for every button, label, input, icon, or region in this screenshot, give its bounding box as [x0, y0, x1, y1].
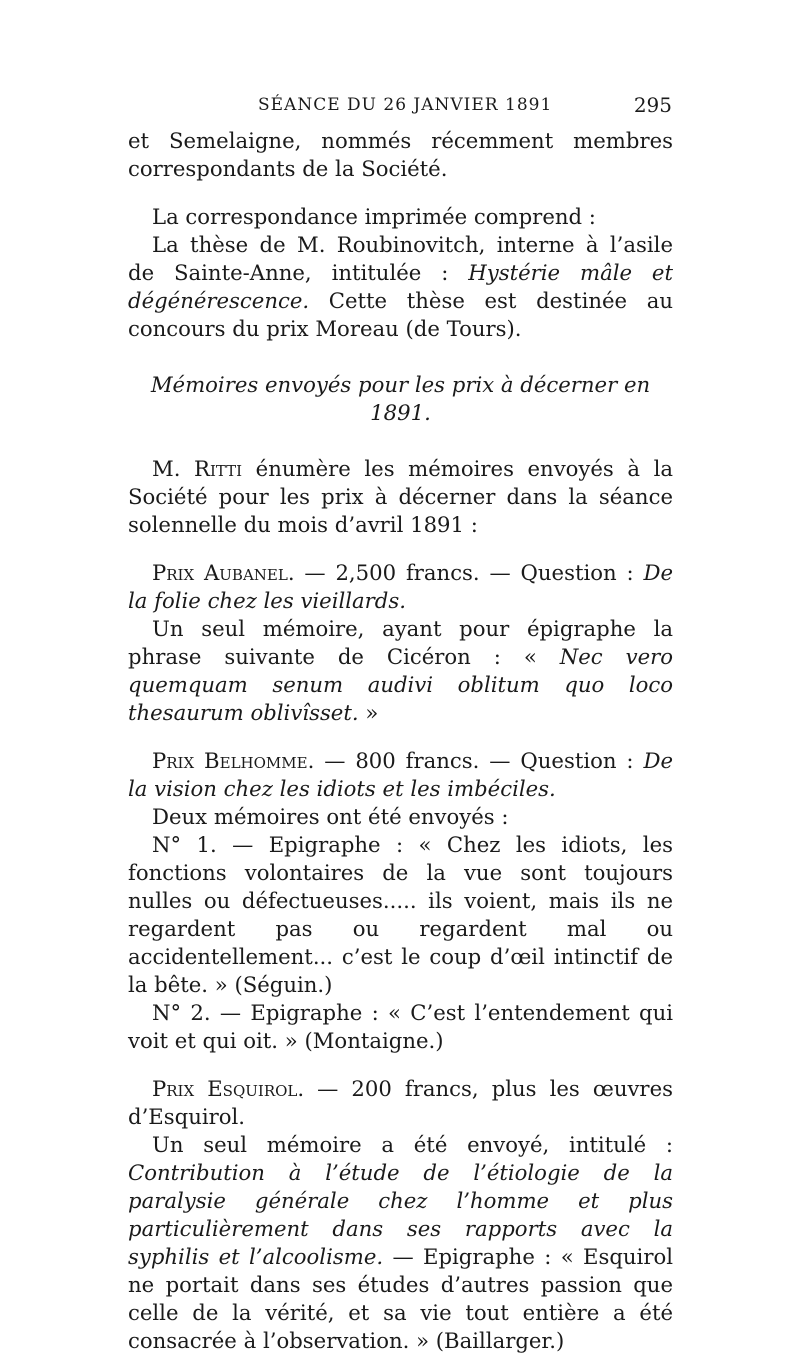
- thesis-text: La thèse de M. Roubinovitch, interne à l’asile de Sainte-Anne, intitulée :: [128, 232, 673, 285]
- paragraph-deux-memoires: Deux mémoires ont été envoyés :: [152, 804, 509, 829]
- paragraph-esquirol-memoire: [128, 1131, 673, 1355]
- ritti-text: M.: [152, 456, 195, 481]
- ciceron-quote: Nec vero quemquam senum audivi oblitum quo loco thesaurum oblivîsset.: [128, 644, 673, 725]
- esquirol-memoire-text-end: — Epigraphe : « Esquirol ne portait dans ses études d’autres passion que celle de la vérité, et sa vie tout entière a été consacrée à l’observation. » (Baillarger.): [128, 1244, 673, 1353]
- section-title-text: Mémoires envoyés pour les prix à décerner en 1891.: [150, 372, 651, 425]
- paragraph-members: et Semelaigne, nommés récemment membres correspondants de la Société.: [128, 128, 673, 181]
- ciceron-text: Un seul mémoire, ayant pour épigraphe la phrase suivante de Cicéron : «: [128, 616, 673, 669]
- paragraph-prix-aubanel: [128, 559, 673, 615]
- paragraph-prix-esquirol: [128, 1075, 673, 1131]
- prix-esquirol-label: Prix Esquirol.: [152, 1076, 305, 1101]
- ritti-text-end: énumère les mémoires envoyés à la Société pour les prix à décerner dans la séance solennelle du mois d’avril 1891 :: [128, 456, 673, 537]
- prix-aubanel-question: De la folie chez les vieillards.: [128, 560, 674, 613]
- paragraph-memoire-1: N° 1. — Epigraphe : « Chez les idiots, les fonctions volontaires de la vue sont toujours nulles ou défectueuses..... ils voient, mais ils ne regardent pas ou regardent mal ou accidentellement... c’est le coup d’œil intinctif de la bête. » (Séguin.): [128, 832, 673, 997]
- paragraph-memoire-2: N° 2. — Epigraphe : « C’est l’entendement qui voit et qui oit. » (Montaigne.): [128, 1000, 673, 1053]
- prix-aubanel-label: Prix Aubanel.: [152, 560, 295, 585]
- paragraph-prix-belhomme: [128, 747, 673, 803]
- ritti-name: Ritti: [194, 456, 243, 481]
- paragraph-ritti: [128, 455, 673, 539]
- prix-belhomme-label: Prix Belhomme.: [152, 748, 315, 773]
- esquirol-memoire-title: Contribution à l’étude de l’étiologie de la paralysie générale chez l’homme et plus particulièrement dans ses rapports avec la syphilis et l’alcoolisme.: [128, 1160, 673, 1269]
- thesis-text-end: Cette thèse est destinée au concours du prix Moreau (de Tours).: [128, 288, 673, 341]
- ciceron-text-end: »: [358, 700, 379, 725]
- prix-belhomme-text: — 800 francs. — Question :: [314, 748, 644, 773]
- paragraph-thesis: [128, 231, 673, 343]
- prix-aubanel-text: — 2,500 francs. — Question :: [294, 560, 644, 585]
- page-number: 295: [633, 93, 672, 117]
- paragraph-ciceron: [128, 615, 673, 727]
- running-title: SÉANCE DU 26 JANVIER 1891: [258, 95, 553, 115]
- prix-belhomme-question: De la vision chez les idiots et les imbéciles.: [128, 748, 673, 801]
- esquirol-memoire-text: Un seul mémoire a été envoyé, intitulé :: [152, 1132, 673, 1157]
- body-text: [128, 127, 673, 1355]
- prix-esquirol-text: — 200 francs, plus les œuvres d’Esquirol.: [128, 1076, 673, 1129]
- section-title: [128, 371, 673, 427]
- thesis-title: Hystérie mâle et dégénérescence.: [128, 260, 673, 313]
- paragraph-correspondence: La correspondance imprimée comprend :: [152, 204, 596, 229]
